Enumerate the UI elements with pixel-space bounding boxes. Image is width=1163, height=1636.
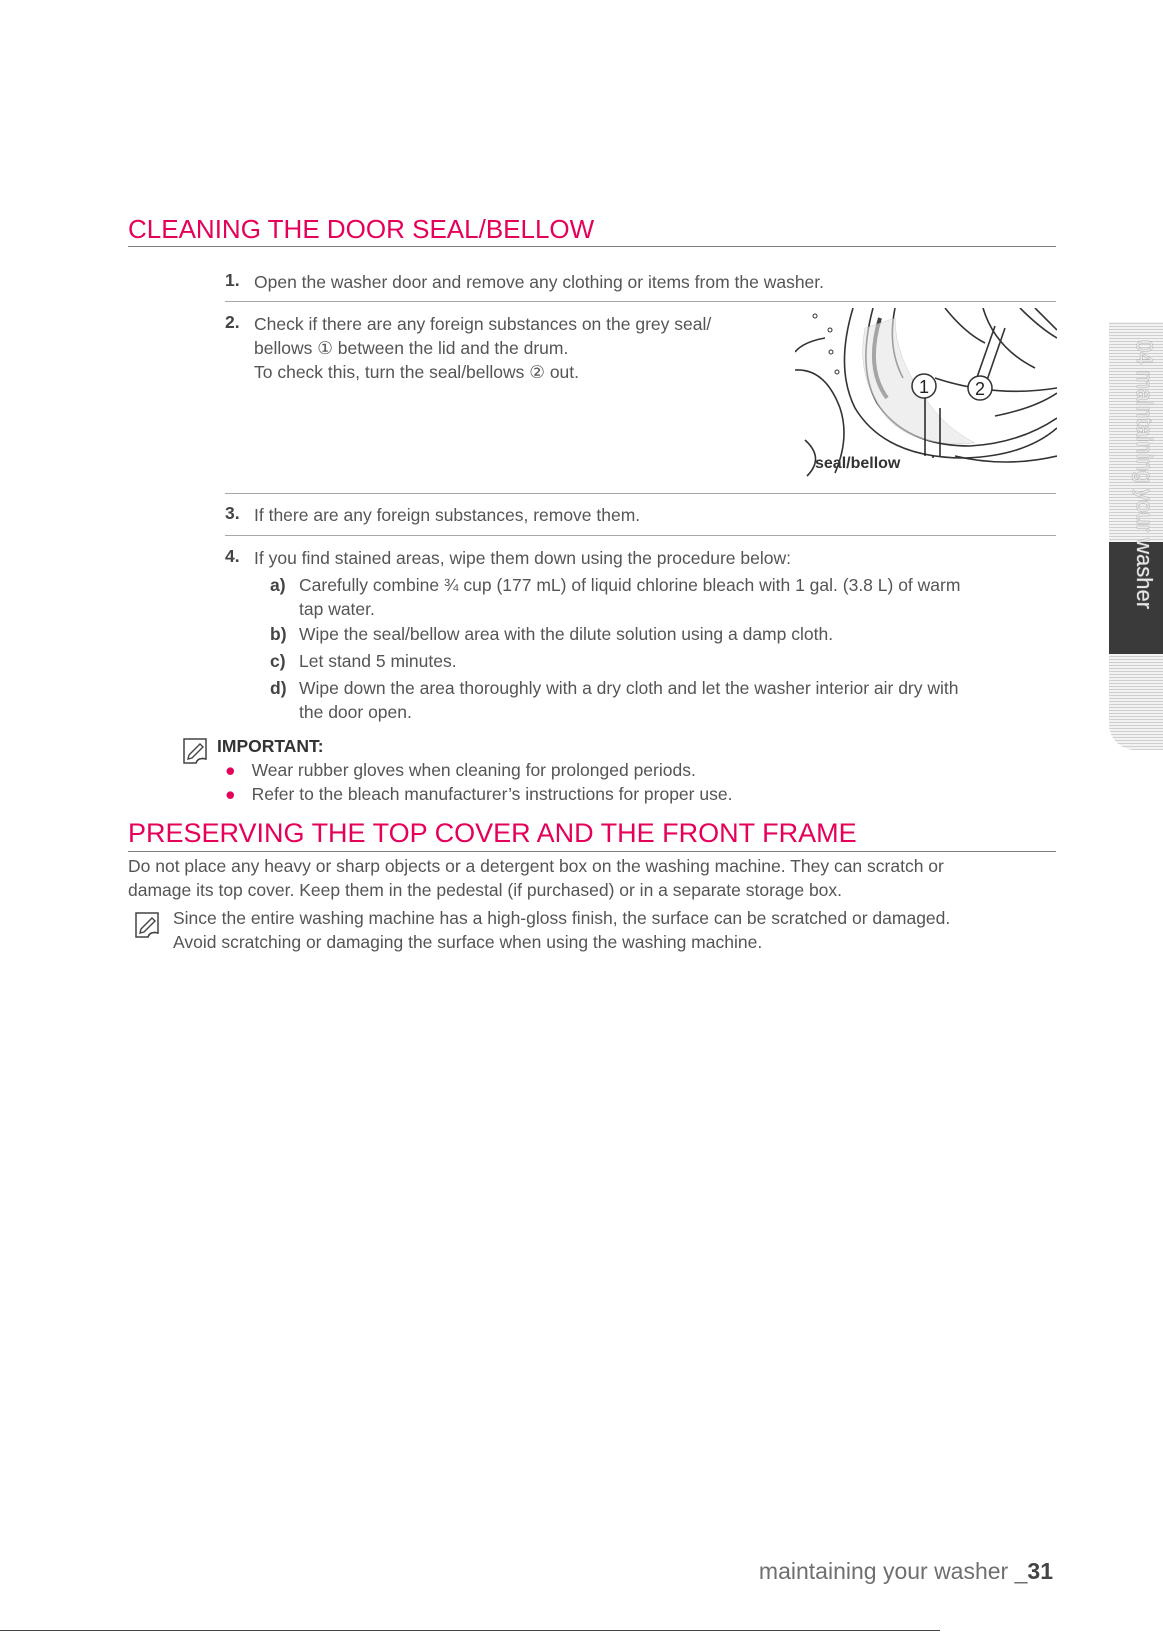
chapter-side-tab-label: 04 maintaining your washer [1132, 340, 1157, 610]
footer-text: maintaining your washer _ [758, 1558, 1028, 1584]
step-divider [225, 493, 1056, 494]
note-line: Avoid scratching or damaging the surface when using the washing machine. [173, 932, 763, 952]
pencil-note-icon [132, 909, 164, 941]
step-number: 4. [225, 546, 240, 566]
paragraph-line: Do not place any heavy or sharp objects or a detergent box on the washing machine. They can scratch or [128, 856, 944, 876]
bottom-rule [0, 1630, 940, 1631]
substep-line: Let stand 5 minutes. [299, 651, 457, 671]
step-number: 3. [225, 503, 240, 523]
substep-label: d) [270, 678, 287, 698]
callout-1-label: 1 [918, 377, 930, 397]
seal-bellow-illustration [795, 308, 1057, 486]
substep-line: Carefully combine ¾ cup (177 mL) of liquid chlorine bleach with 1 gal. (3.8 L) of warm [299, 575, 961, 595]
section-rule [128, 246, 1056, 247]
section-rule [128, 851, 1056, 852]
step-divider [225, 535, 1056, 536]
substep-label: c) [270, 651, 286, 671]
important-bullets [225, 758, 732, 806]
figure-label: seal/bellow [815, 455, 901, 472]
substep-line: tap water. [299, 599, 375, 619]
substep-line: the door open. [299, 702, 412, 722]
substep-text [299, 649, 457, 673]
section-title-preserving: PRESERVING THE TOP COVER AND THE FRONT FRAME [128, 818, 857, 848]
step-line: Check if there are any foreign substances on the grey seal/ [254, 314, 712, 334]
page-footer [759, 1558, 1053, 1585]
bullet-dot-icon: ● [225, 760, 236, 780]
pencil-note-icon [180, 735, 212, 767]
bullet-item [225, 782, 732, 806]
callout-2-label: 2 [974, 379, 986, 399]
section-paragraph [128, 854, 944, 902]
substep-text [299, 676, 959, 724]
step-number: 2. [225, 312, 240, 332]
paragraph-line: damage its top cover. Keep them in the pedestal (if purchased) or in a separate storage box. [128, 880, 843, 900]
step-text [254, 503, 640, 527]
step-line: If you find stained areas, wipe them down using the procedure below: [254, 548, 791, 568]
step-line: If there are any foreign substances, remove them. [254, 505, 641, 525]
section-note [173, 906, 950, 954]
substep-label: b) [270, 624, 287, 644]
step-text [254, 546, 791, 570]
substep-text [299, 573, 960, 621]
bullet-text: Wear rubber gloves when cleaning for prolonged periods. [251, 760, 696, 780]
step-line: bellows ① between the lid and the drum. [254, 338, 569, 358]
section-title-cleaning: CLEANING THE DOOR SEAL/BELLOW [128, 214, 595, 244]
bullet-text: Refer to the bleach manufacturer’s instructions for proper use. [251, 784, 733, 804]
step-text [254, 312, 711, 384]
step-line: To check this, turn the seal/bellows ② out. [254, 362, 580, 382]
page-number: 31 [1027, 1558, 1053, 1584]
substep-label: a) [270, 575, 286, 595]
substep-line: Wipe down the area thoroughly with a dry cloth and let the washer interior air dry with [299, 678, 959, 698]
substep-text [299, 622, 833, 646]
step-text [254, 270, 824, 294]
bullet-dot-icon: ● [225, 784, 236, 804]
note-line: Since the entire washing machine has a high-gloss finish, the surface can be scratched or damaged. [173, 908, 951, 928]
substep-line: Wipe the seal/bellow area with the dilute solution using a damp cloth. [299, 624, 834, 644]
step-number: 1. [225, 270, 240, 290]
bullet-item [225, 758, 732, 782]
step-divider [225, 301, 1056, 302]
important-heading: IMPORTANT: [217, 736, 324, 756]
step-line: Open the washer door and remove any clothing or items from the washer. [254, 272, 825, 292]
